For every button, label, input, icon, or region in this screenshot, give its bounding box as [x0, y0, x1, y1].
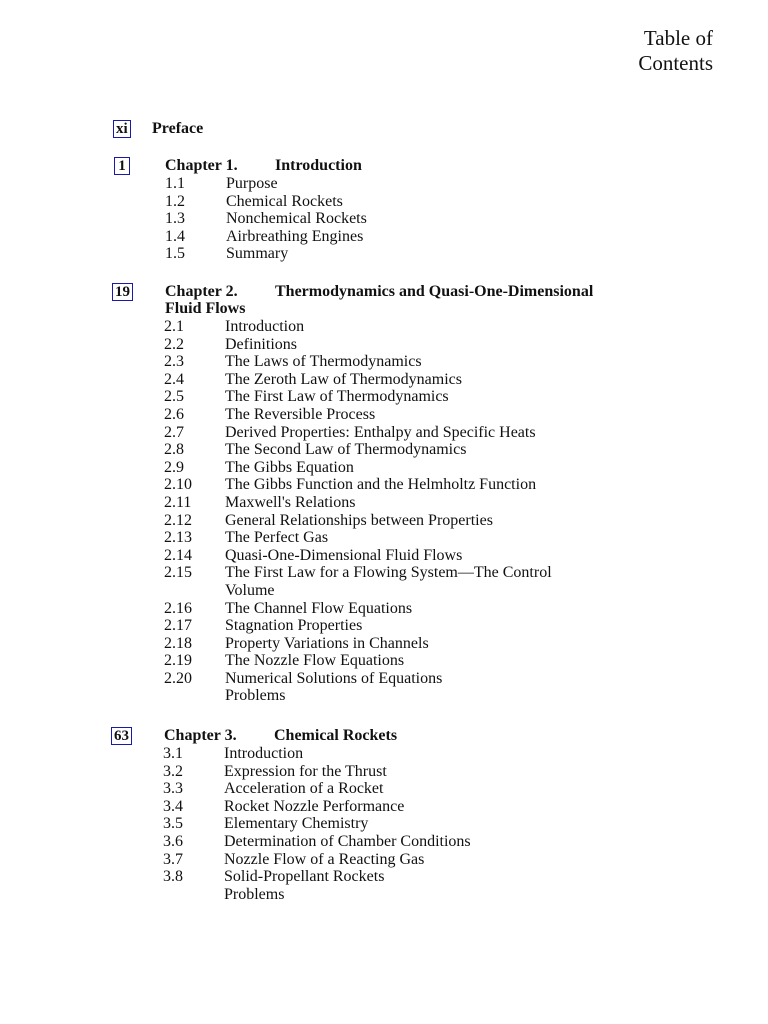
- section-number: 3.8: [163, 868, 183, 886]
- section-row[interactable]: [163, 780, 723, 798]
- section-number: 2.17: [164, 617, 192, 635]
- section-title: Volume: [225, 581, 275, 599]
- section-number: 2.12: [164, 511, 192, 529]
- section-row[interactable]: [164, 441, 724, 459]
- problems-row[interactable]: [163, 886, 723, 904]
- section-row[interactable]: [165, 175, 685, 193]
- section-row[interactable]: [164, 564, 724, 582]
- section-title: Problems: [224, 885, 285, 903]
- section-row[interactable]: [163, 833, 723, 851]
- section-title: The Perfect Gas: [225, 529, 329, 547]
- section-row[interactable]: [164, 371, 724, 389]
- chapter-2-sections: [164, 318, 724, 705]
- chapter-2-title: Thermodynamics and Quasi-One-Dimensional: [275, 283, 594, 300]
- section-title: Expression for the Thrust: [224, 762, 387, 780]
- section-title: Determination of Chamber Conditions: [224, 832, 471, 850]
- section-title: Solid-Propellant Rockets: [224, 868, 385, 886]
- section-title: The Gibbs Equation: [225, 458, 354, 476]
- section-title: The Gibbs Function and the Helmholtz Function: [225, 476, 537, 494]
- section-number: 3.4: [163, 797, 183, 815]
- section-number: 2.20: [164, 669, 192, 687]
- section-row[interactable]: [164, 652, 724, 670]
- chapter-3-page-link[interactable]: 63: [111, 727, 132, 745]
- section-title: General Relationships between Properties: [225, 511, 493, 529]
- section-number: 3.5: [163, 815, 183, 833]
- section-number: 2.18: [164, 634, 192, 652]
- section-number: 2.13: [164, 529, 192, 547]
- section-row[interactable]: [164, 635, 724, 653]
- section-title: Rocket Nozzle Performance: [224, 797, 405, 815]
- section-title: Nozzle Flow of a Reacting Gas: [224, 850, 425, 868]
- section-number: 3.7: [163, 850, 183, 868]
- page-title-line1: Table of: [643, 26, 713, 50]
- section-number: 3.6: [163, 832, 183, 850]
- section-number: 2.14: [164, 546, 192, 564]
- section-title: Quasi-One-Dimensional Fluid Flows: [225, 546, 463, 564]
- section-row[interactable]: [163, 763, 723, 781]
- preface-title: Preface: [152, 120, 204, 137]
- section-number: 2.8: [164, 441, 184, 459]
- section-row[interactable]: [164, 406, 724, 424]
- section-number: 1.4: [165, 227, 185, 245]
- section-number: 2.5: [164, 388, 184, 406]
- section-row[interactable]: [163, 868, 723, 886]
- chapter-3-sections: [163, 745, 723, 903]
- section-title: Stagnation Properties: [225, 617, 363, 635]
- section-number: 1.3: [165, 210, 185, 228]
- section-row[interactable]: [165, 245, 685, 263]
- section-row[interactable]: [164, 424, 724, 442]
- section-title: Introduction: [224, 745, 304, 762]
- section-title: The Zeroth Law of Thermodynamics: [225, 370, 462, 388]
- section-number: 2.6: [164, 405, 184, 423]
- section-row[interactable]: [165, 193, 685, 211]
- section-title: Numerical Solutions of Equations: [225, 669, 443, 687]
- section-number: 2.11: [164, 493, 192, 511]
- chapter-1-title: Introduction: [275, 157, 362, 174]
- section-row[interactable]: [164, 476, 724, 494]
- section-title: The First Law for a Flowing System—The Control: [225, 564, 552, 582]
- section-row[interactable]: [164, 617, 724, 635]
- section-row[interactable]: [164, 547, 724, 565]
- section-row[interactable]: [163, 798, 723, 816]
- section-title: Property Variations in Channels: [225, 634, 429, 652]
- chapter-1-page-link[interactable]: 1: [114, 157, 130, 175]
- section-title: Purpose: [226, 175, 278, 192]
- section-number: 2.10: [164, 476, 192, 494]
- section-row[interactable]: [164, 494, 724, 512]
- chapter-3-heading: [164, 727, 397, 744]
- chapter-1-label: Chapter 1.: [165, 157, 238, 174]
- section-title: The Channel Flow Equations: [225, 599, 413, 617]
- section-row[interactable]: [163, 851, 723, 869]
- section-title: The Reversible Process: [225, 405, 376, 423]
- section-row[interactable]: [164, 459, 724, 477]
- section-row[interactable]: [164, 670, 724, 688]
- section-title: Problems: [225, 687, 286, 705]
- section-title: The Laws of Thermodynamics: [225, 353, 422, 371]
- section-number: 3.1: [163, 745, 183, 762]
- chapter-1-sections: [165, 175, 685, 263]
- section-title: The First Law of Thermodynamics: [225, 388, 449, 406]
- section-row[interactable]: [163, 815, 723, 833]
- section-number: 2.16: [164, 599, 192, 617]
- chapter-3-label: Chapter 3.: [164, 727, 237, 744]
- section-number: 2.9: [164, 458, 184, 476]
- chapter-2-heading: [165, 283, 593, 300]
- section-number: 2.15: [164, 564, 192, 582]
- section-title: Chemical Rockets: [226, 192, 343, 210]
- section-number: 2.3: [164, 353, 184, 371]
- section-number: 2.7: [164, 423, 184, 441]
- page-title-line2: Contents: [638, 51, 713, 75]
- section-row[interactable]: [164, 353, 724, 371]
- section-title: Acceleration of a Rocket: [224, 780, 384, 798]
- section-row[interactable]: [164, 600, 724, 618]
- preface-page-link[interactable]: xi: [113, 120, 131, 138]
- section-title: The Second Law of Thermodynamics: [225, 441, 467, 459]
- section-title: Elementary Chemistry: [224, 815, 369, 833]
- section-row[interactable]: [165, 228, 685, 246]
- section-number: 2.19: [164, 652, 192, 670]
- section-number: 1.5: [165, 245, 185, 263]
- section-row[interactable]: [164, 388, 724, 406]
- section-number: 3.3: [163, 780, 183, 798]
- section-title: Definitions: [225, 335, 297, 353]
- section-number: 3.2: [163, 762, 183, 780]
- section-number: 1.1: [165, 175, 185, 192]
- section-number: 1.2: [165, 192, 185, 210]
- chapter-1-heading: [165, 157, 362, 174]
- section-title: Summary: [226, 245, 289, 263]
- section-row[interactable]: [163, 745, 723, 763]
- section-title: Nonchemical Rockets: [226, 210, 367, 228]
- chapter-2-page-link[interactable]: 19: [112, 283, 133, 301]
- chapter-3-title: Chemical Rockets: [274, 727, 398, 744]
- chapter-2-label: Chapter 2.: [165, 283, 238, 300]
- section-row-continued[interactable]: [164, 582, 724, 600]
- section-number: 2.2: [164, 335, 184, 353]
- section-title: Airbreathing Engines: [226, 227, 364, 245]
- section-title: Introduction: [225, 318, 305, 335]
- section-row[interactable]: [164, 336, 724, 354]
- section-row[interactable]: [165, 210, 685, 228]
- section-row[interactable]: [164, 318, 724, 336]
- section-title: Maxwell's Relations: [225, 493, 356, 511]
- section-title: The Nozzle Flow Equations: [225, 652, 405, 670]
- section-row[interactable]: [164, 512, 724, 530]
- section-row[interactable]: [164, 529, 724, 547]
- section-title: Derived Properties: Enthalpy and Specific Heats: [225, 423, 536, 441]
- page-title: [638, 26, 713, 76]
- chapter-2-title-continued: Fluid Flows: [165, 300, 246, 317]
- problems-row[interactable]: [164, 687, 724, 705]
- section-number: 2.4: [164, 370, 184, 388]
- section-number: 2.1: [164, 318, 184, 335]
